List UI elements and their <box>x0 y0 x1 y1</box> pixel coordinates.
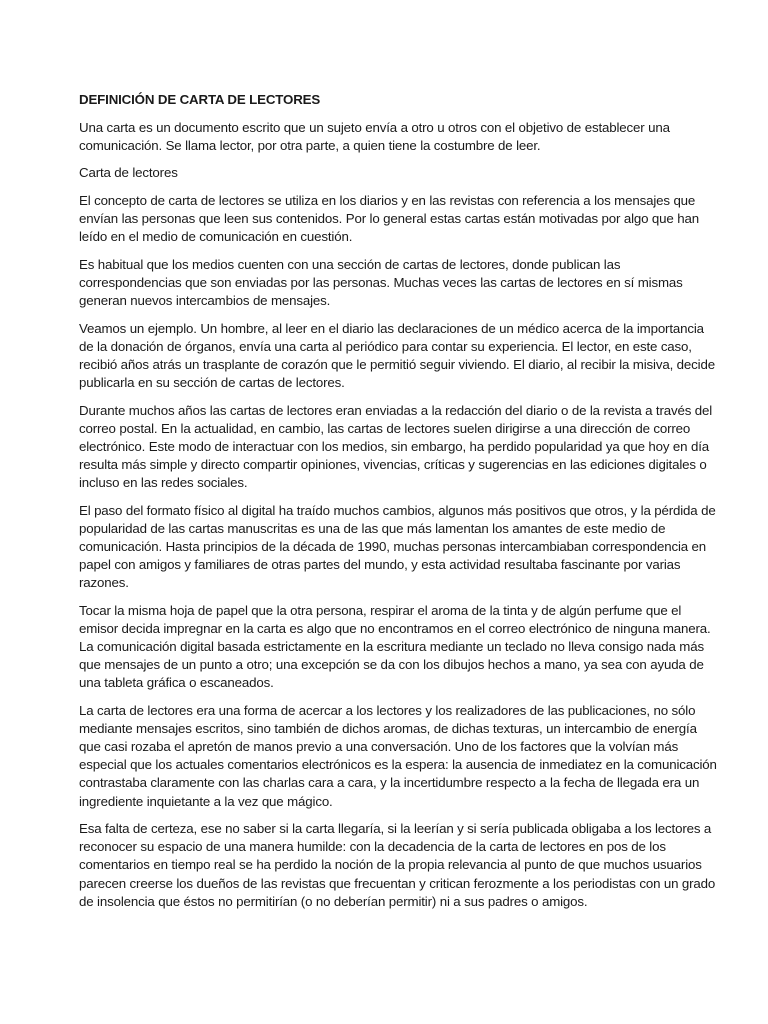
paragraph-7: La carta de lectores era una forma de acercar a los lectores y los realizadores de las publicaciones, no sólo mediante mensajes escritos, sino también de dichos aromas, de dichas texturas, un intercambio de energía que casi rozaba el apretón de manos previo a una conversación. Uno de los factores que la volvían más especial que los actuales comentarios electrónicos es la espera: la ausencia de inmediatez en la comunicación contrastaba claramente con las charlas cara a cara, y la incertidumbre respecto a la fecha de llegada era un ingrediente inquietante a la vez que mágico. <box>79 703 717 809</box>
paragraph-5: El paso del formato físico al digital ha traído muchos cambios, algunos más positivos que otros, y la pérdida de popularidad de las cartas manuscritas es una de las que más lamentan los amantes de este medio de comunicación. Hasta principios de la década de 1990, muchas personas intercambiaban correspondencia en papel con amigos y familiares de otras partes del mundo, y esta actividad resultaba fascinante por varias razones. <box>79 502 716 591</box>
paragraph-6: Tocar la misma hoja de papel que la otra persona, respirar el aroma de la tinta y de algún perfume que el emisor decida impregnar en la carta es algo que no encontramos en el correo electrónico de ninguna manera. La comunicación digital basada estrictamente en la escritura mediante un teclado no lleva consigo nada más que mensajes de un punto a otro; una excepción se da con los dibujos hechos a mano, ya sea con ayuda de una tableta gráfica o escaneados. <box>79 603 711 691</box>
paragraph-8: Esa falta de certeza, ese no saber si la carta llegaría, si la leerían y si sería publicada obligaba a los lectores a reconocer su espacio de una manera humilde: con la decadencia de la carta de lectores en pos de los comentarios en tiempo real se ha perdido la noción de la propia relevancia al punto de que muchos usuarios parecen creerse los dueños de las revistas que frecuentan y critican ferozmente a los periodistas con un grado de insolencia que éstos no permitirían (o no deberían permitir) ni a sus padres o amigos. <box>79 821 716 909</box>
paragraph-1: El concepto de carta de lectores se utiliza en los diarios y en las revistas con referencia a los mensajes que envían las personas que leen sus contenidos. Por lo general estas cartas están motivadas por algo que han leído en el medio de comunicación en cuestión. <box>79 193 699 245</box>
intro-paragraph: Una carta es un documento escrito que un sujeto envía a otro u otros con el objetivo de establecer una comunicación. Se llama lector, por otra parte, a quien tiene la costumbre de leer. <box>79 119 670 153</box>
paragraph-2: Es habitual que los medios cuenten con una sección de cartas de lectores, donde publican las correspondencias que son enviadas por las personas. Muchas veces las cartas de lectores en sí mismas generan nuevos intercambios de mensajes. <box>79 257 683 309</box>
document-body <box>79 91 719 920</box>
paragraph-4: Durante muchos años las cartas de lectores eran enviadas a la redacción del diario o de la revista a través del correo postal. En la actualidad, en cambio, las cartas de lectores suelen dirigirse a una dirección de correo electrónico. Este modo de interactuar con los medios, sin embargo, ha perdido popularidad ya que hoy en día resulta más simple y directo compartir opiniones, vivencias, críticas y sugerencias en las ediciones digitales o incluso en las redes sociales. <box>79 402 713 491</box>
paragraph-3: Veamos un ejemplo. Un hombre, al leer en el diario las declaraciones de un médico acerca de la importancia de la donación de órganos, envía una carta al periódico para contar su experiencia. El lector, en este caso, recibió años atrás un trasplante de corazón que le permitió seguir viviendo. El diario, al recibir la misiva, decide publicarla en su sección de cartas de lectores. <box>79 320 715 391</box>
section-heading: Carta de lectores <box>79 165 178 181</box>
document-title: DEFINICIÓN DE CARTA DE LECTORES <box>79 92 321 107</box>
